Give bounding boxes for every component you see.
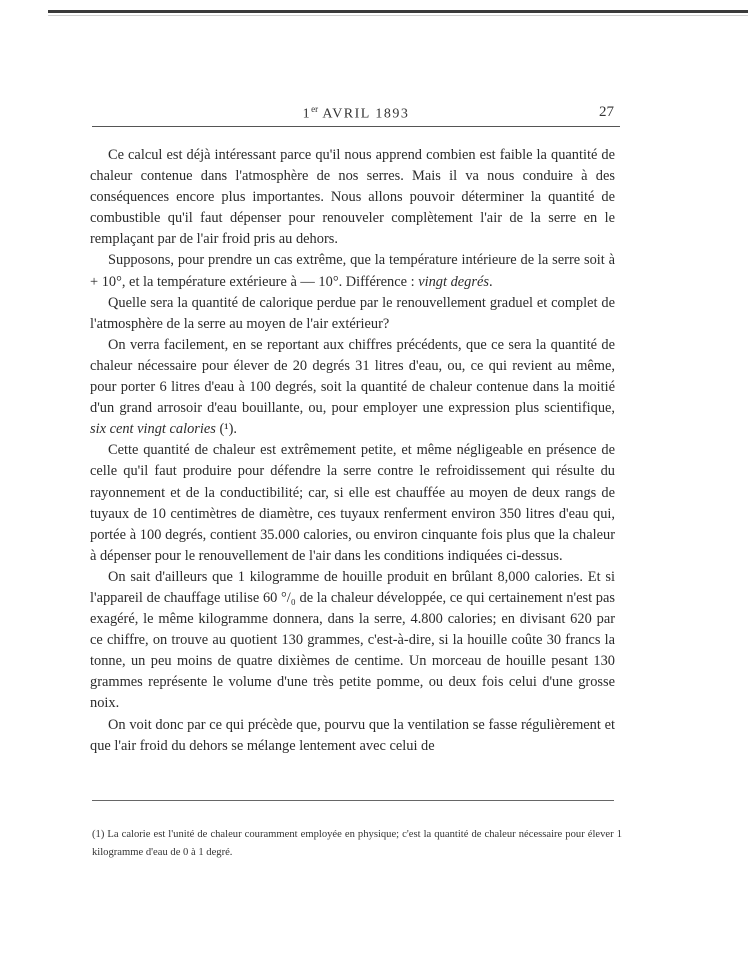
header-rule: [92, 126, 620, 127]
paragraph: Ce calcul est déjà intéressant parce qu'il nous apprend combien est faible la quantité de chaleur contenue dans l'atmosphère de nos serres. Mais il va nous conduire à des conséquences encore plus importantes. Nous allons pouvoir déterminer la quantité de combustible qu'il faut dépenser pour renouveler complètement l'air de la serre en le remplaçant par de l'air froid pris au dehors.: [90, 147, 615, 248]
paragraph: Supposons, pour prendre un cas extrême, que la température intérieure de la serre soit à + 10°, et la température extérieure à — 10°. Différence : vingt degrés.: [90, 252, 615, 290]
top-border-rule-thin: [48, 15, 748, 16]
paragraph: On verra facilement, en se reportant aux chiffres précédents, que ce sera la quantité de chaleur nécessaire pour élever de 20 degrés 31 litres d'eau, ou, ce qui revient au même, pour porter 6 litres d'eau à 100 degrés, soit la quantité de chaleur contenue dans la moitié d'un grand arrosoir d'eau bouillante, ou, pour employer une expression plus scientifique, six cent vingt calories (¹).: [90, 336, 615, 438]
footnote: [92, 826, 622, 862]
paragraph: Cette quantité de chaleur est extrêmement petite, et même négligeable en présence de celle qu'il faut produire pour défendre la serre contre le refroidissement qui résulte du rayonnement et de la conductibilité; car, si elle est chauffée au moyen de deux rangs de tuyaux de 10 centimètres de diamètre, ces tuyaux renferment environ 350 litres d'eau qui, portée à 100 degrés, contient 35.000 calories, ou environ cinquante fois plus que la chaleur à dépenser pour le renouvellement de l'air dans les conditions indiquées ci-dessus.: [90, 442, 615, 564]
paragraph: Quelle sera la quantité de calorique perdue par le renouvellement graduel et complet de l'atmosphère de la serre au moyen de l'air extérieur?: [90, 294, 615, 332]
running-header: [92, 100, 620, 124]
paragraph: On voit donc par ce qui précède que, pourvu que la ventilation se fasse régulièrement et que l'air froid du dehors se mélange lentement avec celui de: [90, 716, 615, 754]
top-border-rule: [48, 10, 748, 13]
footnote-text: (1) La calorie est l'unité de chaleur couramment employée en physique; c'est la quantité de chaleur nécessaire pour élever 1 kilogramme d'eau de 0 à 1 degré.: [92, 829, 622, 858]
body-text: [90, 145, 615, 757]
paragraph: On sait d'ailleurs que 1 kilogramme de houille produit en brûlant 8,000 calories. Et si l'appareil de chauffage utilise 60 °/₀ de la chaleur développée, ce qui certainement n'est pas exagéré, le même kilogramme donnera, dans la serre, 4.800 calories; en divisant 620 par ce chiffre, on trouve au quotient 130 grammes, c'est-à-dire, si la houille coûte 30 francs la tonne, un peu moins de quatre dixièmes de centime. Un morceau de houille pesant 130 grammes représente le volume d'une très petite pomme, ou deux fois celui d'une grosse noix.: [90, 568, 615, 712]
footnote-rule: [92, 800, 614, 801]
page-number: 27: [599, 104, 614, 120]
header-date: 1er AVRIL 1893: [302, 104, 410, 122]
